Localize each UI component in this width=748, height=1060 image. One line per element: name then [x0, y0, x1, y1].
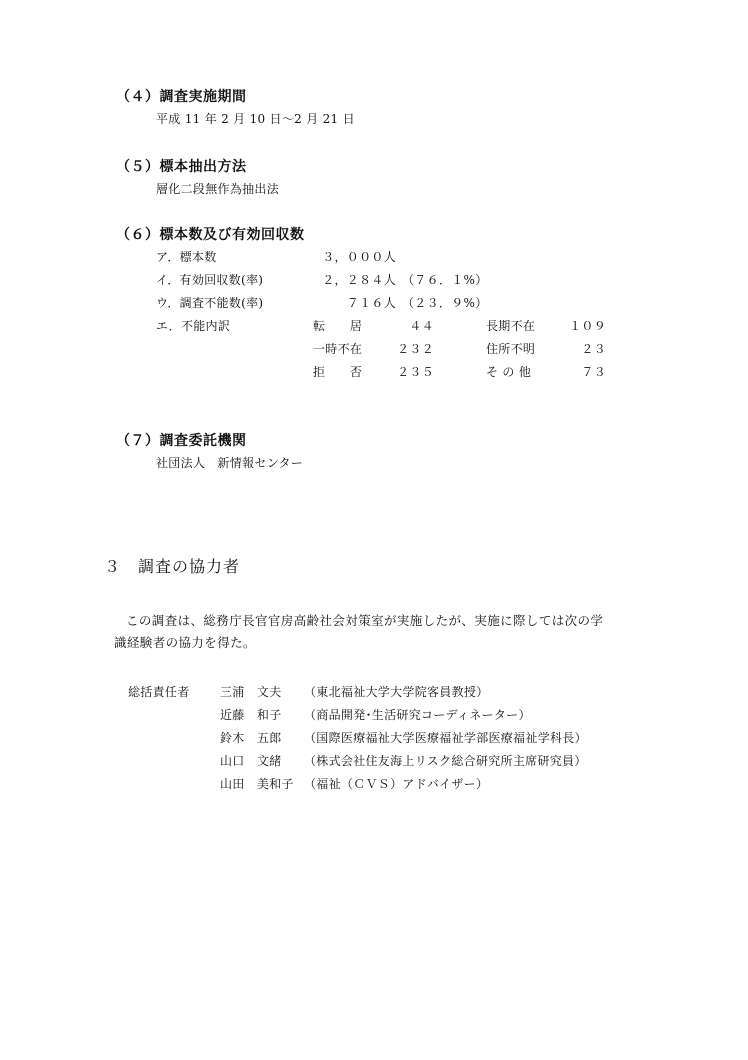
breakdown-left-value: ４４	[409, 319, 434, 333]
sample-row-label: イ．有効回収数(率)	[156, 273, 264, 287]
breakdown-right-label: 長期不在	[486, 319, 536, 333]
section-4-heading: （４）調査実施期間	[116, 89, 247, 105]
sample-row-percent: （２３．９%）	[402, 296, 488, 310]
sample-row-value: ７１６人	[346, 296, 396, 310]
section-7-heading: （７）調査委託機関	[116, 433, 247, 449]
breakdown-right-label: そ の 他	[486, 365, 532, 379]
chapter-3-paragraph-line-1: この調査は、総務庁長官官房高齢社会対策室が実施したが、実施に際しては次の学	[126, 613, 604, 628]
breakdown-label: エ．不能内訳	[156, 319, 231, 333]
chapter-3-paragraph-line-2: 識経験者の協力を得た。	[114, 635, 256, 650]
member-name: 山口 文緒	[220, 754, 282, 768]
sample-row-label: ウ．調査不能数(率)	[156, 296, 264, 310]
breakdown-left-value: ２３２	[397, 342, 434, 356]
sample-row-percent: （７６．１%）	[402, 273, 488, 287]
section-4-body: 平成 11 年 2 月 10 日～2 月 21 日	[156, 112, 355, 126]
breakdown-right-value: １０９	[569, 319, 606, 333]
section-5-heading: （５）標本抽出方法	[116, 159, 247, 175]
breakdown-left-label: 拒 否	[313, 365, 363, 379]
member-affiliation: （国際医療福祉大学医療福祉学部医療福祉学科長）	[304, 731, 587, 745]
role-label: 総括責任者	[128, 685, 190, 699]
sample-row-value: ２，２８４人	[322, 273, 396, 287]
breakdown-right-value: ２３	[581, 342, 606, 356]
breakdown-left-value: ２３５	[397, 365, 434, 379]
breakdown-left-label: 一時不在	[313, 342, 363, 356]
chapter-3-title: ３ 調査の協力者	[104, 557, 241, 576]
member-affiliation: （株式会社住友海上リスク総合研究所主席研究員）	[304, 754, 587, 768]
section-7-body: 社団法人 新情報センター	[156, 456, 304, 470]
breakdown-right-value: ７３	[581, 365, 606, 379]
member-name: 近藤 和子	[220, 708, 282, 722]
breakdown-right-label: 住所不明	[486, 342, 536, 356]
member-name: 鈴木 五郎	[220, 731, 282, 745]
sample-row-value: ３，０００人	[322, 250, 396, 264]
breakdown-left-label: 転 居	[313, 319, 363, 333]
member-affiliation: （福祉（ＣＶＳ）アドバイザー）	[304, 777, 489, 791]
section-6-heading: （６）標本数及び有効回収数	[116, 227, 305, 243]
member-affiliation: （商品開発･生活研究コーディネーター）	[304, 708, 531, 722]
member-name: 山田 美和子	[220, 777, 294, 791]
section-5-body: 層化二段無作為抽出法	[156, 182, 280, 196]
member-name: 三浦 文夫	[220, 685, 282, 699]
sample-row-label: ア．標本数	[156, 250, 217, 264]
member-affiliation: （東北福祉大学大学院客員教授）	[304, 685, 489, 699]
